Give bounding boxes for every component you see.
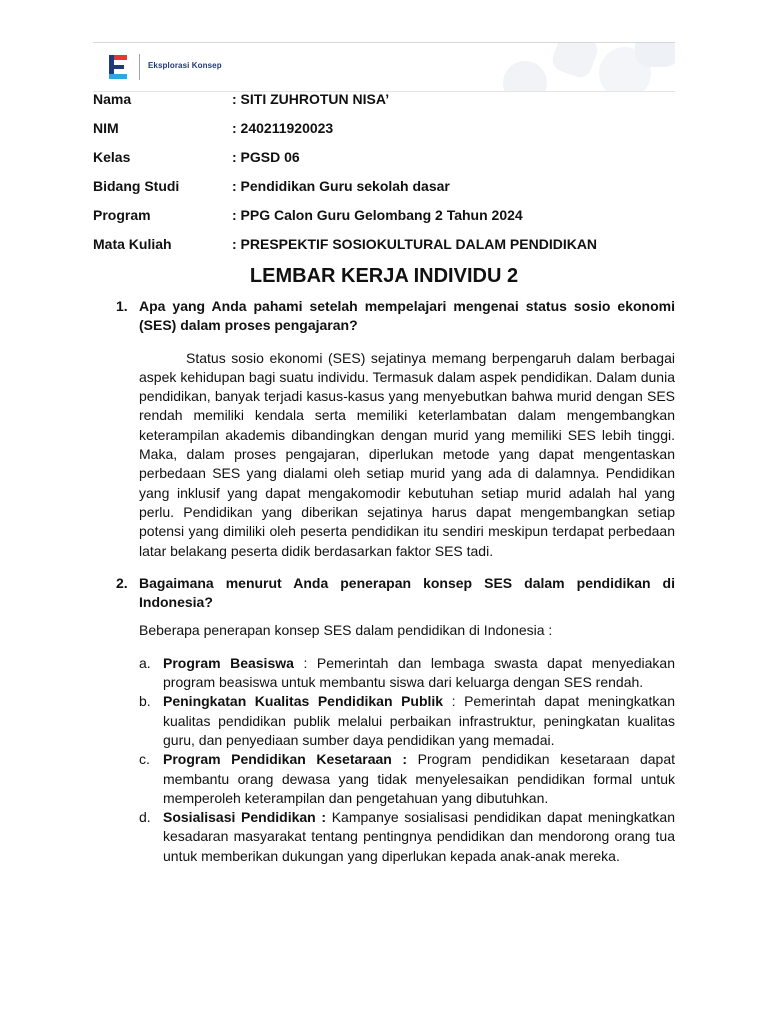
list-marker: b. bbox=[139, 693, 151, 710]
list-text: Kampanye sosialisasi pendidikan dapat meningkatkan kesadaran masyarakat tentang pentingnya pendidikan dan mendorong orang tua untuk memberikan dukungan yang diperlukan kepada anak-anak mereka. bbox=[163, 809, 675, 864]
info-value: : SITI ZUHROTUN NISA’ bbox=[232, 91, 390, 107]
info-label: Program bbox=[93, 207, 151, 223]
list-marker: c. bbox=[139, 751, 150, 768]
list-term: Program Beasiswa bbox=[163, 654, 294, 671]
info-row-bidang-studi bbox=[93, 177, 713, 206]
info-value: : PRESPEKTIF SOSIOKULTURAL DALAM PENDIDIKAN bbox=[232, 236, 598, 252]
list-item bbox=[93, 808, 675, 866]
answer-1: Status sosio ekonomi (SES) sejatinya memang berpengaruh dalam berbagai aspek kehidupan bagi suatu individu. Termasuk dalam aspek pendidikan. Dalam dunia pendidikan, banyak terjadi kasus-kasus yang menyebutkan bahwa murid dengan SES rendah memiliki kendala serta memiliki keterlambatan dalam mengembangkan keterampilan akademis dibandingkan dengan murid yang memiliki SES lebih tinggi. Maka, dalam proses pengajaran, diperlukan metode yang dapat mengentaskan perbedaan SES yang dialami oleh setiap murid yang ada di dalamnya. Pendidikan yang inklusif yang dapat mengakomodir kebutuhan setiap murid adalah hal yang perlu. Pendidikan yang diberikan sejatinya harus dapat mengembangkan setiap potensi yang dimiliki oleh peserta pendidikan itu sendiri meskipun terdapat perbedaan latar belakang peserta didik berdasarkan faktor SES tadi. bbox=[139, 349, 675, 559]
header-decoration bbox=[485, 43, 675, 91]
question-text: Apa yang Anda pahami setelah mempelajari mengenai status sosio ekonomi (SES) dalam proses pengajaran? bbox=[139, 298, 675, 334]
document-body bbox=[93, 297, 675, 866]
page-title: LEMBAR KERJA INDIVIDU 2 bbox=[249, 265, 519, 287]
info-value: : 240211920023 bbox=[232, 120, 334, 136]
list-term: Peningkatan Kualitas Pendidikan Publik bbox=[163, 693, 444, 710]
list-term: Sosialisasi Pendidikan : bbox=[163, 809, 327, 826]
question-2 bbox=[93, 574, 675, 613]
info-label: Mata Kuliah bbox=[93, 236, 172, 252]
question-number: 2. bbox=[116, 574, 128, 591]
info-label: NIM bbox=[93, 120, 119, 136]
list-text: : Pemerintah dapat meningkatkan kualitas pendidikan publik melalui perbaikan infrastruktur, peningkatan kualitas guru, dan penyediaan sumber daya pendidikan yang memadai. bbox=[163, 693, 675, 748]
info-row-nama bbox=[93, 90, 713, 119]
info-row-kelas bbox=[93, 148, 713, 177]
question-text: Bagaimana menurut Anda penerapan konsep SES dalam pendidikan di Indonesia? bbox=[139, 574, 675, 611]
info-label: Bidang Studi bbox=[93, 178, 180, 194]
info-label: Kelas bbox=[93, 149, 131, 165]
list-item bbox=[93, 750, 675, 808]
list-term: Program Pendidikan Kesetaraan : bbox=[163, 751, 408, 768]
list-marker: d. bbox=[139, 809, 151, 826]
list-marker: a. bbox=[139, 654, 151, 671]
info-value: : PPG Calon Guru Gelombang 2 Tahun 2024 bbox=[232, 207, 523, 223]
list-text: Program pendidikan kesetaraan dapat membantu orang dewasa yang tidak menyelesaikan pendidikan formal untuk memperoleh keterampilan dan pengetahuan yang dibutuhkan. bbox=[163, 751, 675, 806]
answer-2-intro: Beberapa penerapan konsep SES dalam pendidikan di Indonesia : bbox=[139, 622, 553, 639]
list-item bbox=[93, 654, 675, 693]
info-row-nim bbox=[93, 119, 713, 148]
info-label: Nama bbox=[93, 91, 132, 107]
logo-text: Eksplorasi Konsep bbox=[148, 61, 222, 70]
list-item bbox=[93, 692, 675, 750]
question-number: 1. bbox=[116, 298, 128, 314]
list-text: : Pemerintah dan lembaga swasta dapat menyediakan program beasiswa untuk membantu siswa dari keluarga dengan SES rendah. bbox=[163, 654, 675, 691]
info-row-program bbox=[93, 206, 713, 235]
document-header bbox=[93, 42, 675, 92]
question-1 bbox=[93, 297, 675, 336]
info-value: : PGSD 06 bbox=[232, 149, 300, 165]
student-info bbox=[93, 90, 713, 264]
info-value: : Pendidikan Guru sekolah dasar bbox=[232, 178, 450, 194]
logo-icon bbox=[107, 54, 129, 80]
info-row-mata-kuliah bbox=[93, 235, 713, 264]
logo-divider bbox=[139, 54, 140, 80]
